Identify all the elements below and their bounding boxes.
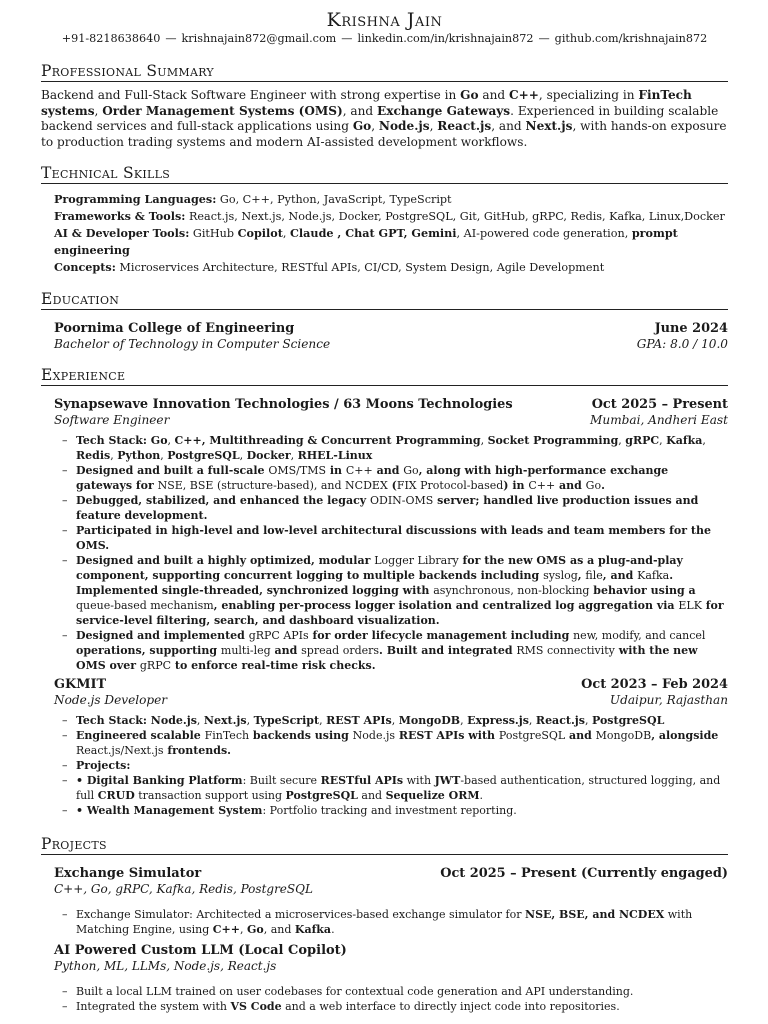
bullet-item [62,433,728,463]
bullet-text: -based authentication, structured logging, and full [76,774,721,802]
bullet-text: Node.js [352,729,396,742]
bullet-keyword: Tech Stack: Node.js [76,714,197,727]
summary-keyword: Go [460,88,479,102]
bullet-keyword: Kafka [666,434,703,447]
bullet-text: C++ [528,479,556,492]
bullet-text: transaction support using [134,789,286,802]
summary-text: , and [342,103,378,118]
bullet-keyword: ( [387,479,397,492]
bullet-keyword: C++, Multithreading & Concurrent Programming [174,434,481,447]
bullet-keyword: Projects: [76,759,131,772]
summary-keyword: C++ [508,88,539,102]
bullet-text: , [110,449,118,462]
bullet-keyword: Go [246,923,264,936]
bullet-text: Integrated the system with [76,1000,231,1013]
bullet-keyword: , and [602,569,638,582]
bullet-text: Kafka [637,569,670,582]
bullet-keyword: ) in [503,479,529,492]
bullet-keyword: behavior using a [589,584,696,597]
bullet-keyword: Participated in high-level and low-level architectural discussions with leads and team members for the OMS. [76,524,711,552]
bullet-text: with [403,774,435,787]
separator: — [538,32,550,45]
bullet-keyword: backends using [249,729,353,742]
section-title-education: Education [41,290,728,310]
bullet-keyword: . [601,479,605,492]
bullet-text: , [391,714,399,727]
bullet-keyword: MongoDB [398,714,461,727]
bullet-keyword: Kafka [294,923,332,936]
project-bullets [54,907,728,937]
bullet-keyword: TypeScript [253,714,320,727]
bullet-keyword: and [372,464,404,477]
bullet-text: and [357,789,386,802]
summary-keyword: Node.js [378,119,430,133]
bullet-text: , [702,434,706,447]
bullet-text: , [160,449,168,462]
bullet-item [62,628,728,673]
gpa-text: GPA: 8.0 / 10.0 [636,337,728,351]
company-name: Synapsewave Innovation Technologies / 63 Moons Technologies [54,397,513,412]
bullet-text: , [584,714,592,727]
bullet-keyword: Designed and built a highly optimized, modular [76,554,375,567]
bullet-dash: – [62,434,68,447]
bullet-text: , [460,714,468,727]
bullet-text: syslog [543,569,578,582]
skill-value: Go, C++, Python, JavaScript, TypeScript [216,193,452,206]
bullet-text: , [618,434,626,447]
summary-keyword: Next.js [525,119,573,133]
bullet-keyword: JWT [434,774,461,787]
bullet-text: Exchange Simulator: Architected a microservices-based exchange simulator for [76,908,526,921]
bullet-dash: – [62,804,68,817]
job-role: Software Engineer [54,413,170,427]
bullet-keyword: NSE, BSE, and NCDEX [525,908,665,921]
bullet-keyword: Redis [76,449,111,462]
bullet-text: gRPC APIs [248,629,309,642]
section-title-summary: Professional Summary [41,62,728,82]
project-dates: Oct 2025 – Present (Currently engaged) [440,866,728,881]
bullet-dash: – [62,1000,68,1013]
bullet-text: , [290,449,298,462]
bullet-text: C++ [345,464,373,477]
summary-keyword: Order Management Systems (OMS) [102,103,343,118]
bullet-keyword: REST APIs [326,714,392,727]
company-name: GKMIT [54,677,107,692]
bullet-text: Go [585,479,602,492]
skill-label: Concepts: [54,260,116,274]
bullet-keyword: and [565,729,596,742]
bullet-keyword: VS Code [230,1000,282,1013]
bullet-text: : Portfolio tracking and investment reporting. [262,804,517,817]
bullet-text: React.js/Next.js [76,744,164,757]
bullet-text: ELK [678,599,702,612]
bullet-item [62,553,728,628]
bullet-dash: – [62,908,68,921]
bullet-dash: – [62,554,68,567]
skill-line-concepts [54,259,728,276]
bullet-keyword: gRPC [625,434,660,447]
bullet-text: , [480,434,488,447]
bullet-keyword: • Digital Banking Platform [76,774,243,787]
bullet-dash: – [62,759,68,772]
bullet-text: Logger Library [374,554,459,567]
job-entry [41,397,728,673]
section-title-projects: Projects [41,835,728,855]
bullet-keyword: and [270,644,302,657]
bullet-keyword: RHEL-Linux [297,449,373,462]
bullet-keyword: RESTful APIs [320,774,404,787]
skill-line-languages [54,191,728,208]
bullet-text: . [479,789,484,802]
bullet-item [62,523,728,553]
skill-keyword: Copilot [237,226,283,240]
bullet-dash: – [62,729,68,742]
bullet-text: , [528,714,536,727]
project-bullets [54,984,728,1014]
bullet-text: MongoDB [595,729,652,742]
project-name: AI Powered Custom LLM (Local Copilot) [54,943,347,958]
bullet-dash: – [62,464,68,477]
bullet-dash: – [62,714,68,727]
project-stack: C++, Go, gRPC, Kafka, Redis, PostgreSQL [54,882,313,896]
bullet-text: asynchronous, non-blocking [433,584,590,597]
skill-label: AI & Developer Tools: [54,226,190,240]
bullet-text: Built a local LLM trained on user codebases for contextual code generation and API understanding. [76,985,634,998]
summary-keyword: Go [352,119,372,133]
bullet-dash: – [62,985,68,998]
bullet-text: , [196,714,204,727]
bullet-text: with Matching Engine, using [76,908,693,936]
bullet-dash: – [62,524,68,537]
summary-text: , [429,119,438,133]
summary-paragraph [41,88,728,150]
bullet-item [62,728,728,758]
skill-line-ai-tools [54,225,728,259]
bullet-text: Go [403,464,419,477]
bullet-keyword: for the new OMS as a plug-and-play component, supporting concurrent logging to multiple backends including [76,554,683,582]
bullet-keyword: PostgreSQL [591,714,665,727]
bullet-keyword: and [555,479,586,492]
bullet-text: : Built secure [242,774,321,787]
bullet-keyword: Tech Stack: Go [76,434,168,447]
skill-value: , [282,227,291,240]
bullet-keyword: Sequelize ORM [385,789,480,802]
bullet-text: FIX Protocol-based [396,479,504,492]
summary-keyword: React.js [437,119,492,133]
summary-text: , and [491,119,526,133]
bullet-keyword: Next.js [203,714,247,727]
summary-text: Backend and Full-Stack Software Engineer with strong expertise in [41,88,461,102]
bullet-text: , [239,449,247,462]
linkedin-link[interactable]: linkedin.com/in/krishnajain872 [357,32,534,45]
summary-text: , with hands-on exposure to production trading systems and modern AI-assisted development workflows. [41,119,727,149]
bullet-keyword: Python [117,449,161,462]
bullet-keyword: with the new OMS over [76,644,698,672]
bullet-keyword: Designed and built a full-scale [76,464,269,477]
bullet-text: FinTech [204,729,250,742]
job-bullets [54,433,728,673]
skills-list [41,191,728,276]
skill-keyword: Claude , Chat GPT, Gemini [290,226,457,240]
bullet-item [62,493,728,523]
bullet-keyword: Express.js [467,714,529,727]
summary-keyword: Exchange Gateways [377,103,511,118]
bullet-text: , [319,714,327,727]
bullet-keyword: server; handled live production issues and feature development. [76,494,699,522]
bullet-keyword: operations, supporting [76,644,221,657]
phone-text: +91-8218638640 [61,32,161,45]
bullet-text: queue-based mechanism [76,599,214,612]
skill-value: , AI-powered code generation, [456,227,632,240]
bullet-keyword: in [326,464,346,477]
bullet-keyword: , alongside [651,729,719,742]
bullet-text: multi-leg [220,644,271,657]
bullet-keyword: Socket Programming [487,434,619,447]
bullet-text: RMS connectivity [516,644,615,657]
bullet-text: spread orders [301,644,380,657]
bullet-item [62,984,728,999]
bullet-item [62,999,728,1014]
bullet-item [62,713,728,728]
bullet-text: , [246,714,254,727]
bullet-text: , [239,923,247,936]
bullet-keyword: Designed and implemented [76,629,249,642]
project-stack: Python, ML, LLMs, Node.js, React.js [54,959,277,973]
summary-text: , specializing in [538,88,639,102]
bullet-keyword: CRUD [97,789,135,802]
skill-label: Frameworks & Tools: [54,209,186,223]
bullet-keyword: . Implemented single-threaded, synchronized logging with [76,569,674,597]
bullet-text: file [585,569,603,582]
bullet-keyword: Engineered scalable [76,729,205,742]
bullet-text: gRPC [139,659,172,672]
bullet-dash: – [62,494,68,507]
bullet-text: NSE, BSE (structure-based), and NCDEX [157,479,388,492]
bullet-keyword: frontends. [163,744,231,757]
skill-line-frameworks [54,208,728,225]
bullet-text: ODIN-OMS [370,494,434,507]
project-entry [41,866,728,937]
bullet-item [62,907,728,937]
skill-value: React.js, Next.js, Node.js, Docker, PostgreSQL, Git, GitHub, gRPC, Redis, Kafka, Linux,Docker [185,210,725,223]
project-entry [41,943,728,1014]
bullet-text: PostgreSQL [498,729,566,742]
bullet-item [62,463,728,493]
bullet-keyword: REST APIs with [395,729,499,742]
education-entry [41,321,728,352]
bullet-item [62,758,728,773]
degree-name: Bachelor of Technology in Computer Science [54,337,331,351]
candidate-name: Krishna Jain [326,9,443,31]
github-link[interactable]: github.com/krishnajain872 [554,32,708,45]
education-date: June 2024 [654,321,728,336]
bullet-text: , [659,434,667,447]
separator: — [165,32,177,45]
bullet-text: OMS/TMS [268,464,327,477]
skill-label: Programming Languages: [54,192,217,206]
bullet-keyword: • Wealth Management System [76,804,263,817]
bullet-item [62,803,728,818]
bullet-keyword: , enabling per-process logger isolation and centralized log aggregation via [213,599,679,612]
summary-keyword: FinTech systems [41,88,692,118]
bullet-keyword: to enforce real-time risk checks. [171,659,376,672]
job-dates: Oct 2023 – Feb 2024 [581,677,728,692]
skill-value: GitHub [189,227,238,240]
bullet-keyword: PostgreSQL [167,449,240,462]
bullet-keyword: PostgreSQL [285,789,358,802]
bullet-keyword: . Built and integrated [379,644,517,657]
job-location: Udaipur, Rajasthan [609,693,728,707]
bullet-keyword: Docker [246,449,291,462]
job-entry [41,677,728,818]
bullet-keyword: Debugged, stabilized, and enhanced the legacy [76,494,370,507]
section-title-experience: Experience [41,366,728,386]
email-link[interactable]: krishnajain872@gmail.com [181,32,337,45]
skill-value: Microservices Architecture, RESTful APIs, CI/CD, System Design, Agile Development [115,261,605,274]
bullet-text: and a web interface to directly inject code into repositories. [281,1000,620,1013]
project-name: Exchange Simulator [54,866,202,881]
job-location: Mumbai, Andheri East [590,413,728,427]
bullet-text: , [167,434,175,447]
summary-text: . Experienced in building scalable backend services and full-stack applications using [41,103,719,133]
bullet-dash: – [62,629,68,642]
contact-line [41,31,728,46]
skill-keyword: prompt engineering [54,226,678,257]
bullet-keyword: for service-level filtering, search, and dashboard visualization. [76,599,724,627]
job-bullets [54,713,728,818]
job-dates: Oct 2025 – Present [591,397,728,412]
bullet-keyword: , [577,569,586,582]
bullet-keyword: for order lifecycle management including [308,629,574,642]
bullet-text: , and [263,923,295,936]
summary-text: , [94,103,103,118]
separator: — [341,32,353,45]
bullet-dash: – [62,774,68,787]
summary-text: , [371,119,379,133]
bullet-text: . [331,923,335,936]
bullet-keyword: , along with high-performance exchange gateways for [76,464,669,492]
job-role: Node.js Developer [54,693,168,707]
section-title-skills: Technical Skills [41,164,728,184]
summary-text: and [478,88,509,102]
bullet-text: new, modify, and cancel [573,629,706,642]
school-name: Poornima College of Engineering [54,321,295,336]
bullet-keyword: React.js [535,714,585,727]
bullet-item [62,773,728,803]
bullet-keyword: C++ [212,923,240,936]
